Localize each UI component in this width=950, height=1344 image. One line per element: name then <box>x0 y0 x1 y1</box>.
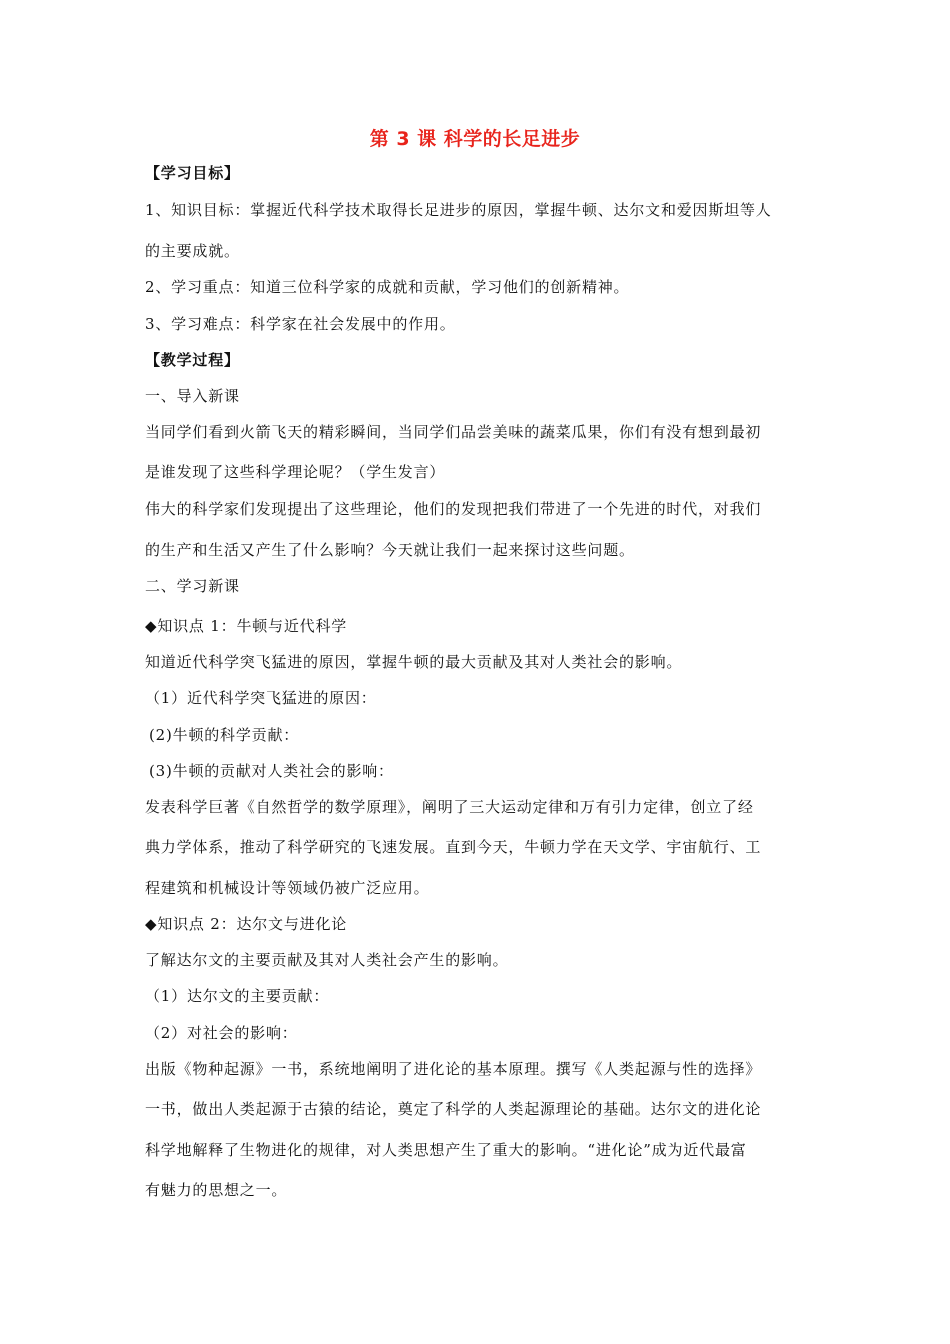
text-line: 出版《物种起源》一书，系统地阐明了进化论的基本原理。撰写《人类起源与性的选择》 <box>145 1060 762 1078</box>
text-line: （2）对社会的影响： <box>145 1024 298 1042</box>
text-line: 知道近代科学突飞猛进的原因，掌握牛顿的最大贡献及其对人类社会的影响。 <box>145 653 683 671</box>
text-line: (2)牛顿的科学贡献： <box>149 726 300 744</box>
text-line: 1、知识目标：掌握近代科学技术取得长足进步的原因，掌握牛顿、达尔文和爱因斯坦等人 <box>145 201 772 219</box>
text-line: 的主要成就。 <box>145 242 240 260</box>
text-line: （1）达尔文的主要贡献： <box>145 987 330 1005</box>
lesson-title: 第 3 课 科学的长足进步 <box>369 128 581 150</box>
text-line: 2、学习重点：知道三位科学家的成就和贡献，学习他们的创新精神。 <box>145 278 630 296</box>
text-line: 有魅力的思想之一。 <box>145 1181 288 1199</box>
text-line: 当同学们看到火箭飞天的精彩瞬间，当同学们品尝美味的蔬菜瓜果，你们有没有想到最初 <box>145 423 762 441</box>
text-line: 的生产和生活又产生了什么影响？今天就让我们一起来探讨这些问题。 <box>145 541 635 559</box>
knowledge-point-heading: ◆知识点 1：牛顿与近代科学 <box>145 617 348 635</box>
text-line: (3)牛顿的贡献对人类社会的影响： <box>149 762 394 780</box>
heading-teaching-process: 【教学过程】 <box>145 351 240 369</box>
text-line: 发表科学巨著《自然哲学的数学原理》，阐明了三大运动定律和万有引力定律，创立了经 <box>145 798 754 816</box>
knowledge-point-heading: ◆知识点 2：达尔文与进化论 <box>145 915 348 933</box>
text-line: 一书，做出人类起源于古猿的结论，奠定了科学的人类起源理论的基础。达尔文的进化论 <box>145 1100 762 1118</box>
text-line: 科学地解释了生物进化的规律，对人类思想产生了重大的影响。“进化论”成为近代最富 <box>145 1141 747 1159</box>
text-line: 了解达尔文的主要贡献及其对人类社会产生的影响。 <box>145 951 509 969</box>
text-line: （1）近代科学突飞猛进的原因： <box>145 689 377 707</box>
section-heading: 二、学习新课 <box>145 577 240 595</box>
heading-learning-goals: 【学习目标】 <box>145 164 240 182</box>
text-line: 伟大的科学家们发现提出了这些理论，他们的发现把我们带进了一个先进的时代，对我们 <box>145 500 762 518</box>
text-line: 是谁发现了这些科学理论呢？（学生发言） <box>145 463 446 481</box>
section-heading: 一、导入新课 <box>145 387 240 405</box>
text-line: 程建筑和机械设计等领域仍被广泛应用。 <box>145 879 430 897</box>
text-line: 3、学习难点：科学家在社会发展中的作用。 <box>145 315 456 333</box>
text-line: 典力学体系，推动了科学研究的飞速发展。直到今天，牛顿力学在天文学、宇宙航行、工 <box>145 838 762 856</box>
